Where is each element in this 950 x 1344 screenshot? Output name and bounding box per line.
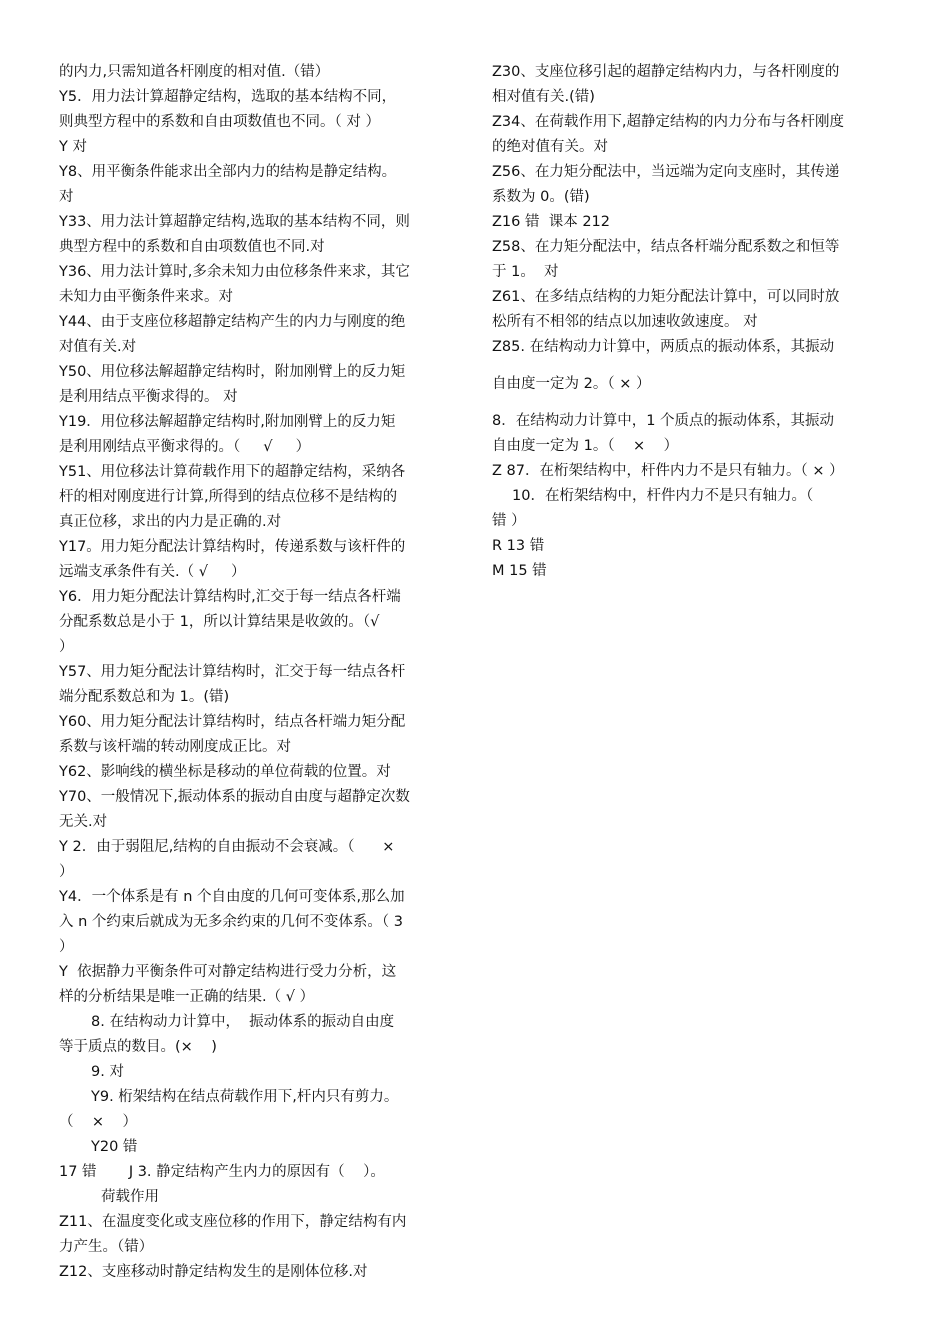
text-line: Y 2．由于弱阻尼,结构的自由振动不会衰减。（ ×: [59, 839, 395, 855]
text-line: Y19．用位移法解超静定结构时,附加刚臂上的反力矩: [59, 414, 396, 430]
text-line: 远端支承条件有关.（ √ ）: [59, 564, 246, 580]
text-line: Z61、在多结点结构的力矩分配法计算中，可以同时放: [492, 289, 840, 305]
text-line: 对: [59, 189, 74, 205]
text-line: Y57、用力矩分配法计算结构时，汇交于每一结点各杆: [59, 664, 406, 680]
text-line: 典型方程中的系数和自由项数值也不同.对: [59, 239, 325, 255]
right-column: [492, 60, 894, 584]
text-line: 则典型方程中的系数和自由项数值也不同。（ 对 ）: [59, 114, 380, 130]
text-line: 8. 在结构动力计算中， 振动体系的振动自由度: [91, 1014, 395, 1030]
text-line: Z11、在温度变化或支座位移的作用下，静定结构有内: [59, 1214, 407, 1230]
text-line: Y6．用力矩分配法计算结构时,汇交于每一结点各杆端: [59, 589, 401, 605]
text-line: Y70、一般情况下,振动体系的振动自由度与超静定次数: [59, 789, 410, 805]
text-line: 入 n 个约束后就成为无多余约束的几何不变体系。（ 3: [59, 914, 403, 930]
text-line: Z85. 在结构动力计算中，两质点的振动体系，其振动: [492, 339, 835, 355]
text-line: 荷载作用: [101, 1189, 159, 1205]
text-line: 样的分析结果是唯一正确的结果.（ √ ）: [59, 989, 315, 1005]
text-line: 力产生。（错）: [59, 1239, 154, 1255]
text-line: 无关.对: [59, 814, 108, 830]
text-line: 端分配系数总和为 1。(错): [59, 689, 230, 705]
text-line: 分配系数总是小于 1，所以计算结果是收敛的。（√: [59, 614, 380, 630]
text-line: Y36、用力法计算时,多余未知力由位移条件来求，其它: [59, 264, 410, 280]
text-line: 于 1。 对: [492, 264, 559, 280]
text-line: 杆的相对刚度进行计算,所得到的结点位移不是结构的: [59, 489, 398, 505]
text-line: 自由度一定为 1。（ × ）: [492, 438, 679, 454]
text-line: Y51、用位移法计算荷载作用下的超静定结构，采纳各: [59, 464, 406, 480]
text-line: Y44、由于支座位移超静定结构产生的内力与刚度的绝: [59, 314, 406, 330]
text-line: Y60、用力矩分配法计算结构时，结点各杆端力矩分配: [59, 714, 406, 730]
text-line: Y50、用位移法解超静定结构时，附加刚臂上的反力矩: [59, 364, 406, 380]
text-line: R 13 错: [492, 538, 545, 554]
text-line: Z 87．在桁架结构中，杆件内力不是只有轴力。（ × ）: [492, 463, 844, 479]
text-line: ）: [59, 639, 74, 655]
text-line: 错 ）: [492, 513, 526, 529]
text-line: 10．在桁架结构中，杆件内力不是只有轴力。（: [512, 488, 814, 504]
text-line: 17 错 J 3. 静定结构产生内力的原因有（ ）。: [59, 1164, 385, 1180]
text-line: Y17。用力矩分配法计算结构时，传递系数与该杆件的: [59, 539, 406, 555]
text-line: 对值有关.对: [59, 339, 137, 355]
text-line: Y4．一个体系是有 n 个自由度的几何可变体系,那么加: [59, 889, 405, 905]
text-line: Y62、影响线的横坐标是移动的单位荷载的位置。对: [59, 764, 391, 780]
text-line: Z12、支座移动时静定结构发生的是刚体位移.对: [59, 1264, 368, 1280]
text-line: Z30、支座位移引起的超静定结构内力，与各杆刚度的: [492, 64, 840, 80]
text-line: Y33、用力法计算超静定结构,选取的基本结构不同，则: [59, 214, 410, 230]
text-line: 8．在结构动力计算中，1 个质点的振动体系，其振动: [492, 413, 835, 429]
text-line: 未知力由平衡条件来求。对: [59, 289, 233, 305]
spacer: [492, 360, 894, 372]
text-line: 的绝对值有关。对: [492, 139, 608, 155]
text-line: Y8、用平衡条件能求出全部内力的结构是静定结构。: [59, 164, 397, 180]
text-line: 系数为 0。(错): [492, 189, 590, 205]
text-line: 松所有不相邻的结点以加速收敛速度。 对: [492, 314, 758, 330]
text-line: Y 依据静力平衡条件可对静定结构进行受力分析，这: [59, 964, 397, 980]
text-line: 是利用结点平衡求得的。 对: [59, 389, 238, 405]
text-line: 相对值有关.(错): [492, 89, 595, 105]
text-line: Z58、在力矩分配法中，结点各杆端分配系数之和恒等: [492, 239, 840, 255]
text-line: M 15 错: [492, 563, 547, 579]
text-line: （ × ）: [59, 1114, 138, 1130]
text-line: 9. 对: [91, 1064, 124, 1080]
text-line: 是利用刚结点平衡求得的。（ √ ）: [59, 439, 311, 455]
left-column: [59, 60, 459, 1285]
text-line: Z16 错 课本 212: [492, 214, 610, 230]
spacer: [492, 397, 894, 409]
text-line: Y5．用力法计算超静定结构，选取的基本结构不同，: [59, 89, 397, 105]
text-line: Z34、在荷载作用下,超静定结构的内力分布与各杆刚度: [492, 114, 844, 130]
text-line: 等于质点的数目。(× ): [59, 1039, 217, 1055]
text-line: 真正位移，求出的内力是正确的.对: [59, 514, 282, 530]
text-line: Y20 错: [91, 1139, 138, 1155]
text-line: ）: [59, 939, 74, 955]
text-line: 自由度一定为 2。（ × ）: [492, 376, 651, 392]
text-line: Y9. 桁架结构在结点荷载作用下,杆内只有剪力。: [91, 1089, 399, 1105]
text-line: Z56、在力矩分配法中，当远端为定向支座时，其传递: [492, 164, 840, 180]
text-line: 系数与该杆端的转动刚度成正比。对: [59, 739, 291, 755]
text-line: Y 对: [59, 139, 87, 155]
text-line: ）: [59, 864, 74, 880]
text-line: 的内力,只需知道各杆刚度的相对值.（错）: [59, 64, 330, 80]
